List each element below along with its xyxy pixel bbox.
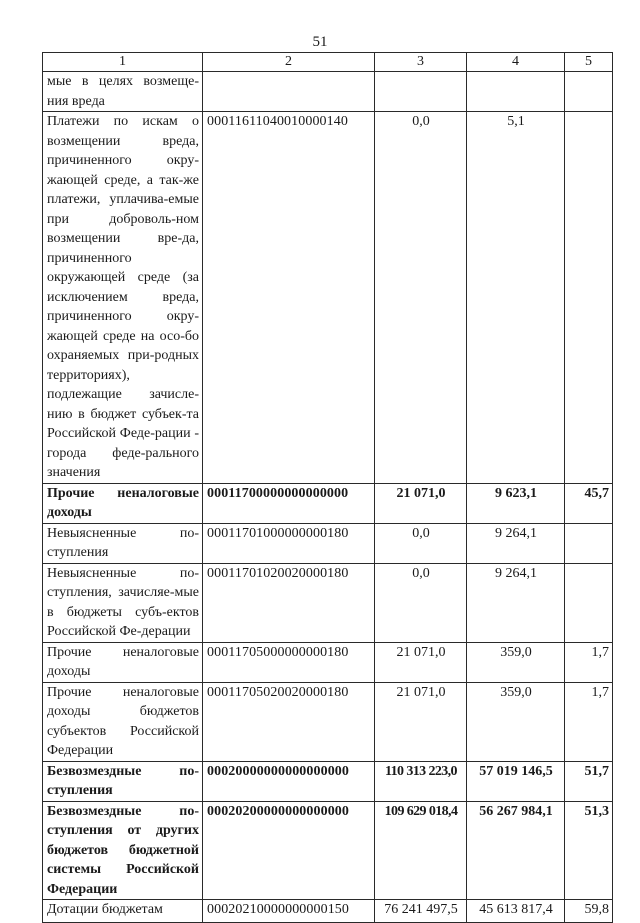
row-percent — [565, 563, 613, 642]
row-code: 00020000000000000000 — [203, 761, 375, 801]
row-code: 00020200000000000000 — [203, 801, 375, 900]
row-fact: 9 264,1 — [467, 563, 565, 642]
row-fact: 57 019 146,5 — [467, 761, 565, 801]
row-fact: 359,0 — [467, 642, 565, 682]
column-header-3: 3 — [375, 53, 467, 72]
column-header-1: 1 — [43, 53, 203, 72]
table-row — [43, 112, 613, 484]
row-plan: 21 071,0 — [375, 483, 467, 523]
row-fact: 5,1 — [467, 112, 565, 484]
row-fact: 9 623,1 — [467, 483, 565, 523]
row-percent — [565, 112, 613, 484]
row-percent: 1,7 — [565, 642, 613, 682]
column-header-2: 2 — [203, 53, 375, 72]
budget-revenue-table — [42, 52, 613, 923]
table-row — [43, 563, 613, 642]
row-percent: 59,8 — [565, 900, 613, 923]
row-percent: 51,3 — [565, 801, 613, 900]
row-code: 00011701000000000180 — [203, 523, 375, 563]
row-name: Прочие неналоговые доходы — [43, 642, 203, 682]
row-plan: 0,0 — [375, 563, 467, 642]
table-row — [43, 483, 613, 523]
table-row — [43, 801, 613, 900]
row-name: Невыясненные по-ступления, зачисляе-мые в бюджеты субъ-ектов Российской Фе-дерации — [43, 563, 203, 642]
row-name: Прочие неналоговые доходы бюджетов субъектов Российской Федерации — [43, 682, 203, 761]
row-percent: 1,7 — [565, 682, 613, 761]
row-plan: 21 071,0 — [375, 642, 467, 682]
row-code: 00020210000000000150 — [203, 900, 375, 923]
row-plan: 76 241 497,5 — [375, 900, 467, 923]
row-name: Безвозмездные по-ступления от других бюджетов бюджетной системы Российской Федерации — [43, 801, 203, 900]
row-name: Безвозмездные по-ступления — [43, 761, 203, 801]
row-plan: 21 071,0 — [375, 682, 467, 761]
row-percent — [565, 72, 613, 112]
table-row — [43, 72, 613, 112]
row-percent: 51,7 — [565, 761, 613, 801]
row-name: Платежи по искам о возмещении вреда, причиненного окру-жающей среде, а так-же платежи, уплачива-емые при доброволь-ном возмещении вре-да, причиненного окружающей среде (за исключением вреда, причиненного окру-жающей среде на осо-бо охраняемых при-родных территориях), подлежащие зачисле-нию в бюджет субъек-та Российской Феде-рации - города феде-рального значения — [43, 112, 203, 484]
row-plan: 110 313 223,0 — [375, 761, 467, 801]
row-code: 00011705020020000180 — [203, 682, 375, 761]
row-code: 00011701020020000180 — [203, 563, 375, 642]
row-plan — [375, 72, 467, 112]
row-name: Дотации бюджетам — [43, 900, 203, 923]
row-fact: 9 264,1 — [467, 523, 565, 563]
row-name: Прочие неналоговые доходы — [43, 483, 203, 523]
row-fact: 56 267 984,1 — [467, 801, 565, 900]
row-name: мые в целях возмеще-ния вреда — [43, 72, 203, 112]
table-row — [43, 642, 613, 682]
row-code: 00011700000000000000 — [203, 483, 375, 523]
table-header-row — [43, 53, 613, 72]
row-plan: 0,0 — [375, 523, 467, 563]
row-name: Невыясненные по-ступления — [43, 523, 203, 563]
table-row — [43, 523, 613, 563]
row-percent — [565, 523, 613, 563]
row-code — [203, 72, 375, 112]
row-fact — [467, 72, 565, 112]
row-plan: 0,0 — [375, 112, 467, 484]
table-row — [43, 761, 613, 801]
row-code: 00011705000000000180 — [203, 642, 375, 682]
table-row — [43, 900, 613, 923]
row-percent: 45,7 — [565, 483, 613, 523]
column-header-5: 5 — [565, 53, 613, 72]
table-row — [43, 682, 613, 761]
page-number: 51 — [312, 34, 328, 50]
row-fact: 45 613 817,4 — [467, 900, 565, 923]
column-header-4: 4 — [467, 53, 565, 72]
row-plan: 109 629 018,4 — [375, 801, 467, 900]
row-code: 00011611040010000140 — [203, 112, 375, 484]
row-fact: 359,0 — [467, 682, 565, 761]
